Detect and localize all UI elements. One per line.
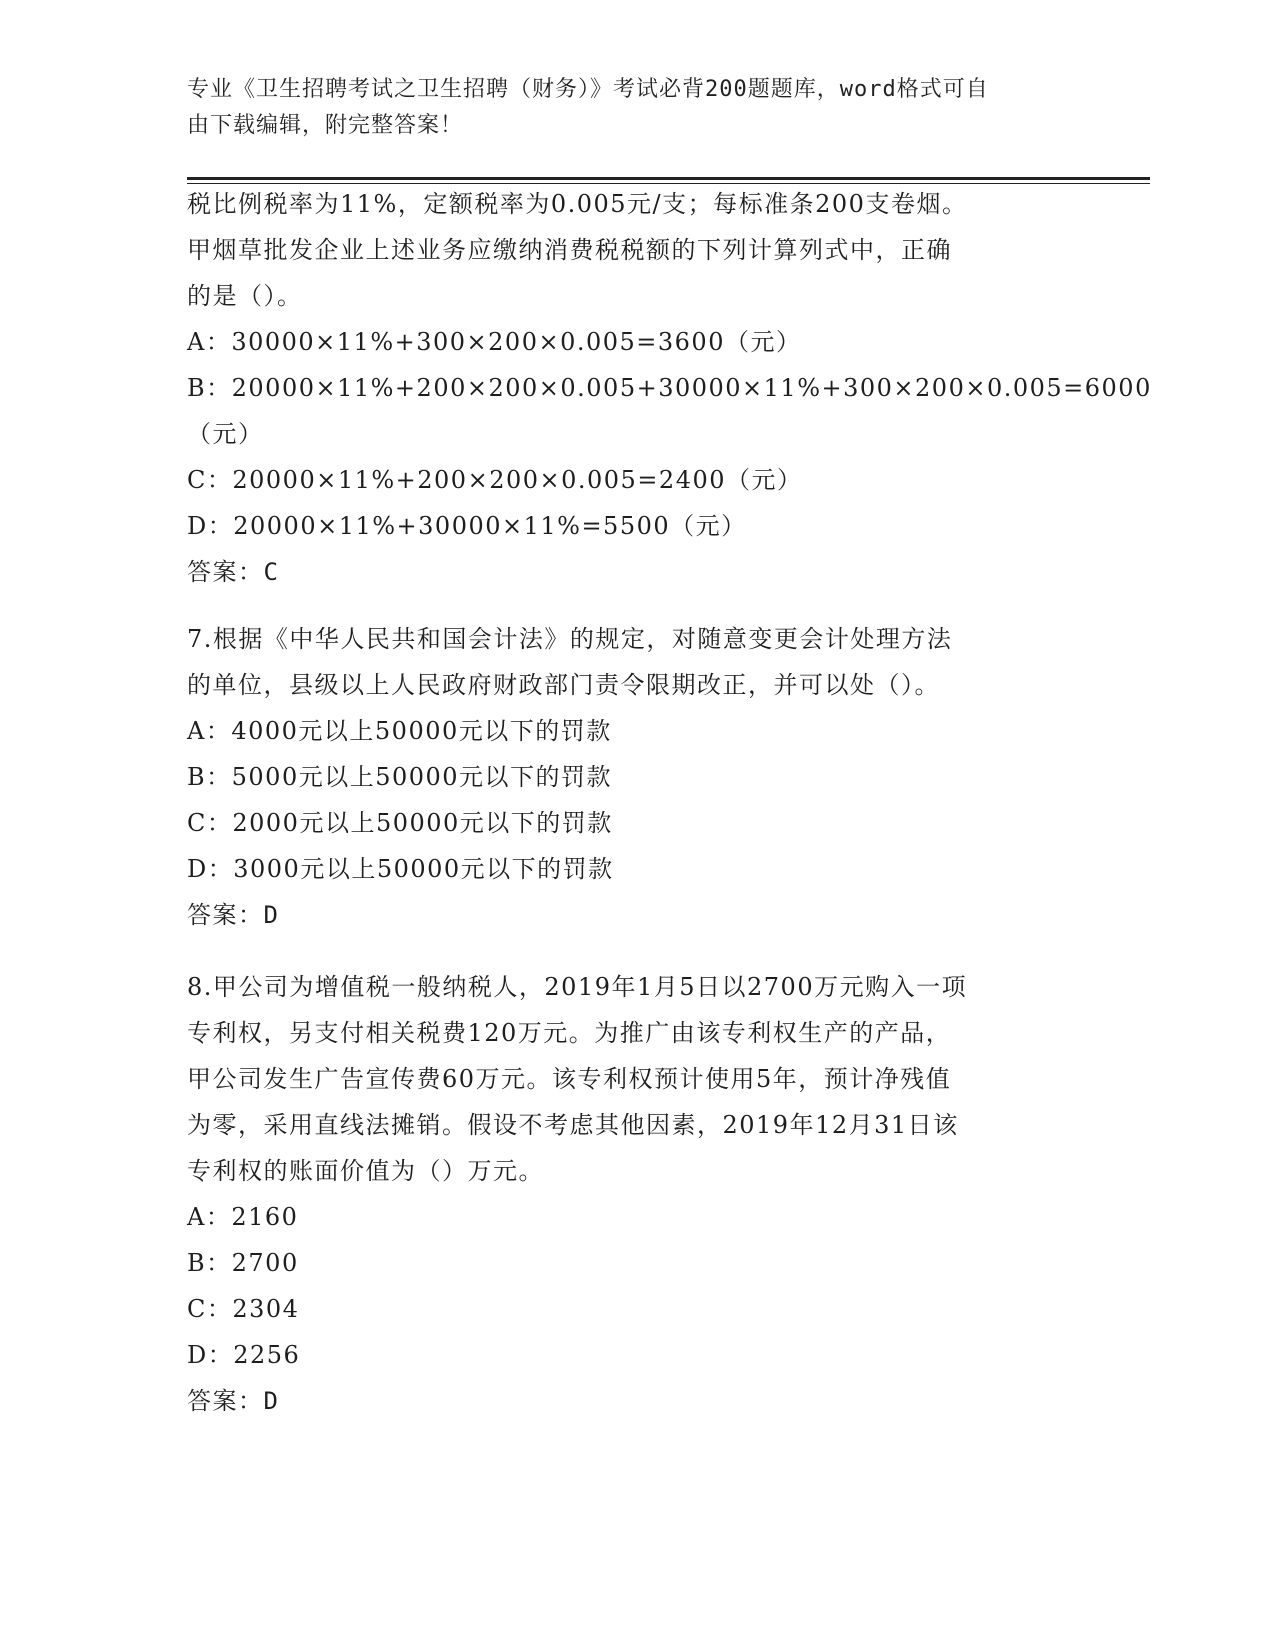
question-stem-line: 甲烟草批发企业上述业务应缴纳消费税税额的下列计算列式中，正确 <box>187 236 952 264</box>
option-c: C：2000元以上50000元以下的罚款 <box>187 809 613 837</box>
question-stem-line: 税比例税率为11%，定额税率为0.005元/支；每标准条200支卷烟。 <box>187 190 968 218</box>
question-stem-line: 的单位，县级以上人民政府财政部门责令限期改正，并可以处（）。 <box>187 671 940 699</box>
header-line: 由下载编辑，附完整答案！ <box>187 113 464 138</box>
header-line: 专业《卫生招聘考试之卫生招聘（财务）》考试必背200题题库，word格式可自 <box>187 77 989 102</box>
question-stem-line: 专利权的账面价值为（）万元。 <box>187 1157 544 1185</box>
option-b: B：5000元以上50000元以下的罚款 <box>187 763 613 791</box>
option-a: A：30000×11%+300×200×0.005=3600（元） <box>187 328 802 356</box>
option-a: A：2160 <box>187 1203 299 1231</box>
document-header <box>187 72 1087 144</box>
answer-label: 答案：C <box>187 558 280 586</box>
option-d: D：2256 <box>187 1341 301 1369</box>
option-d: D：20000×11%+30000×11%=5500（元） <box>187 512 747 540</box>
option-b: B：2700 <box>187 1249 299 1277</box>
question-8 <box>187 964 1087 1424</box>
question-7 <box>187 616 1087 938</box>
option-c: C：2304 <box>187 1295 300 1323</box>
question-stem-line: 8.甲公司为增值税一般纳税人，2019年1月5日以2700万元购入一项 <box>187 973 968 1001</box>
option-b: B：20000×11%+200×200×0.005+30000×11%+300×200×0.005=6000 <box>187 374 1152 402</box>
answer-label: 答案：D <box>187 1387 280 1415</box>
question-stem-line: 7.根据《中华人民共和国会计法》的规定，对随意变更会计处理方法 <box>187 625 953 653</box>
option-b-continued: （元） <box>187 420 264 448</box>
option-a: A：4000元以上50000元以下的罚款 <box>187 717 612 745</box>
question-stem-line: 专利权，另支付相关税费120万元。为推广由该专利权生产的产品， <box>187 1019 952 1047</box>
question-6 <box>187 181 1152 595</box>
question-stem-line: 甲公司发生广告宣传费60万元。该专利权预计使用5年，预计净残值 <box>187 1065 952 1093</box>
header-divider <box>187 177 1150 180</box>
option-d: D：3000元以上50000元以下的罚款 <box>187 855 614 883</box>
question-stem-line: 的是（）。 <box>187 282 303 310</box>
question-stem-line: 为零，采用直线法摊销。假设不考虑其他因素，2019年12月31日该 <box>187 1111 959 1139</box>
option-c: C：20000×11%+200×200×0.005=2400（元） <box>187 466 803 494</box>
answer-label: 答案：D <box>187 901 280 929</box>
